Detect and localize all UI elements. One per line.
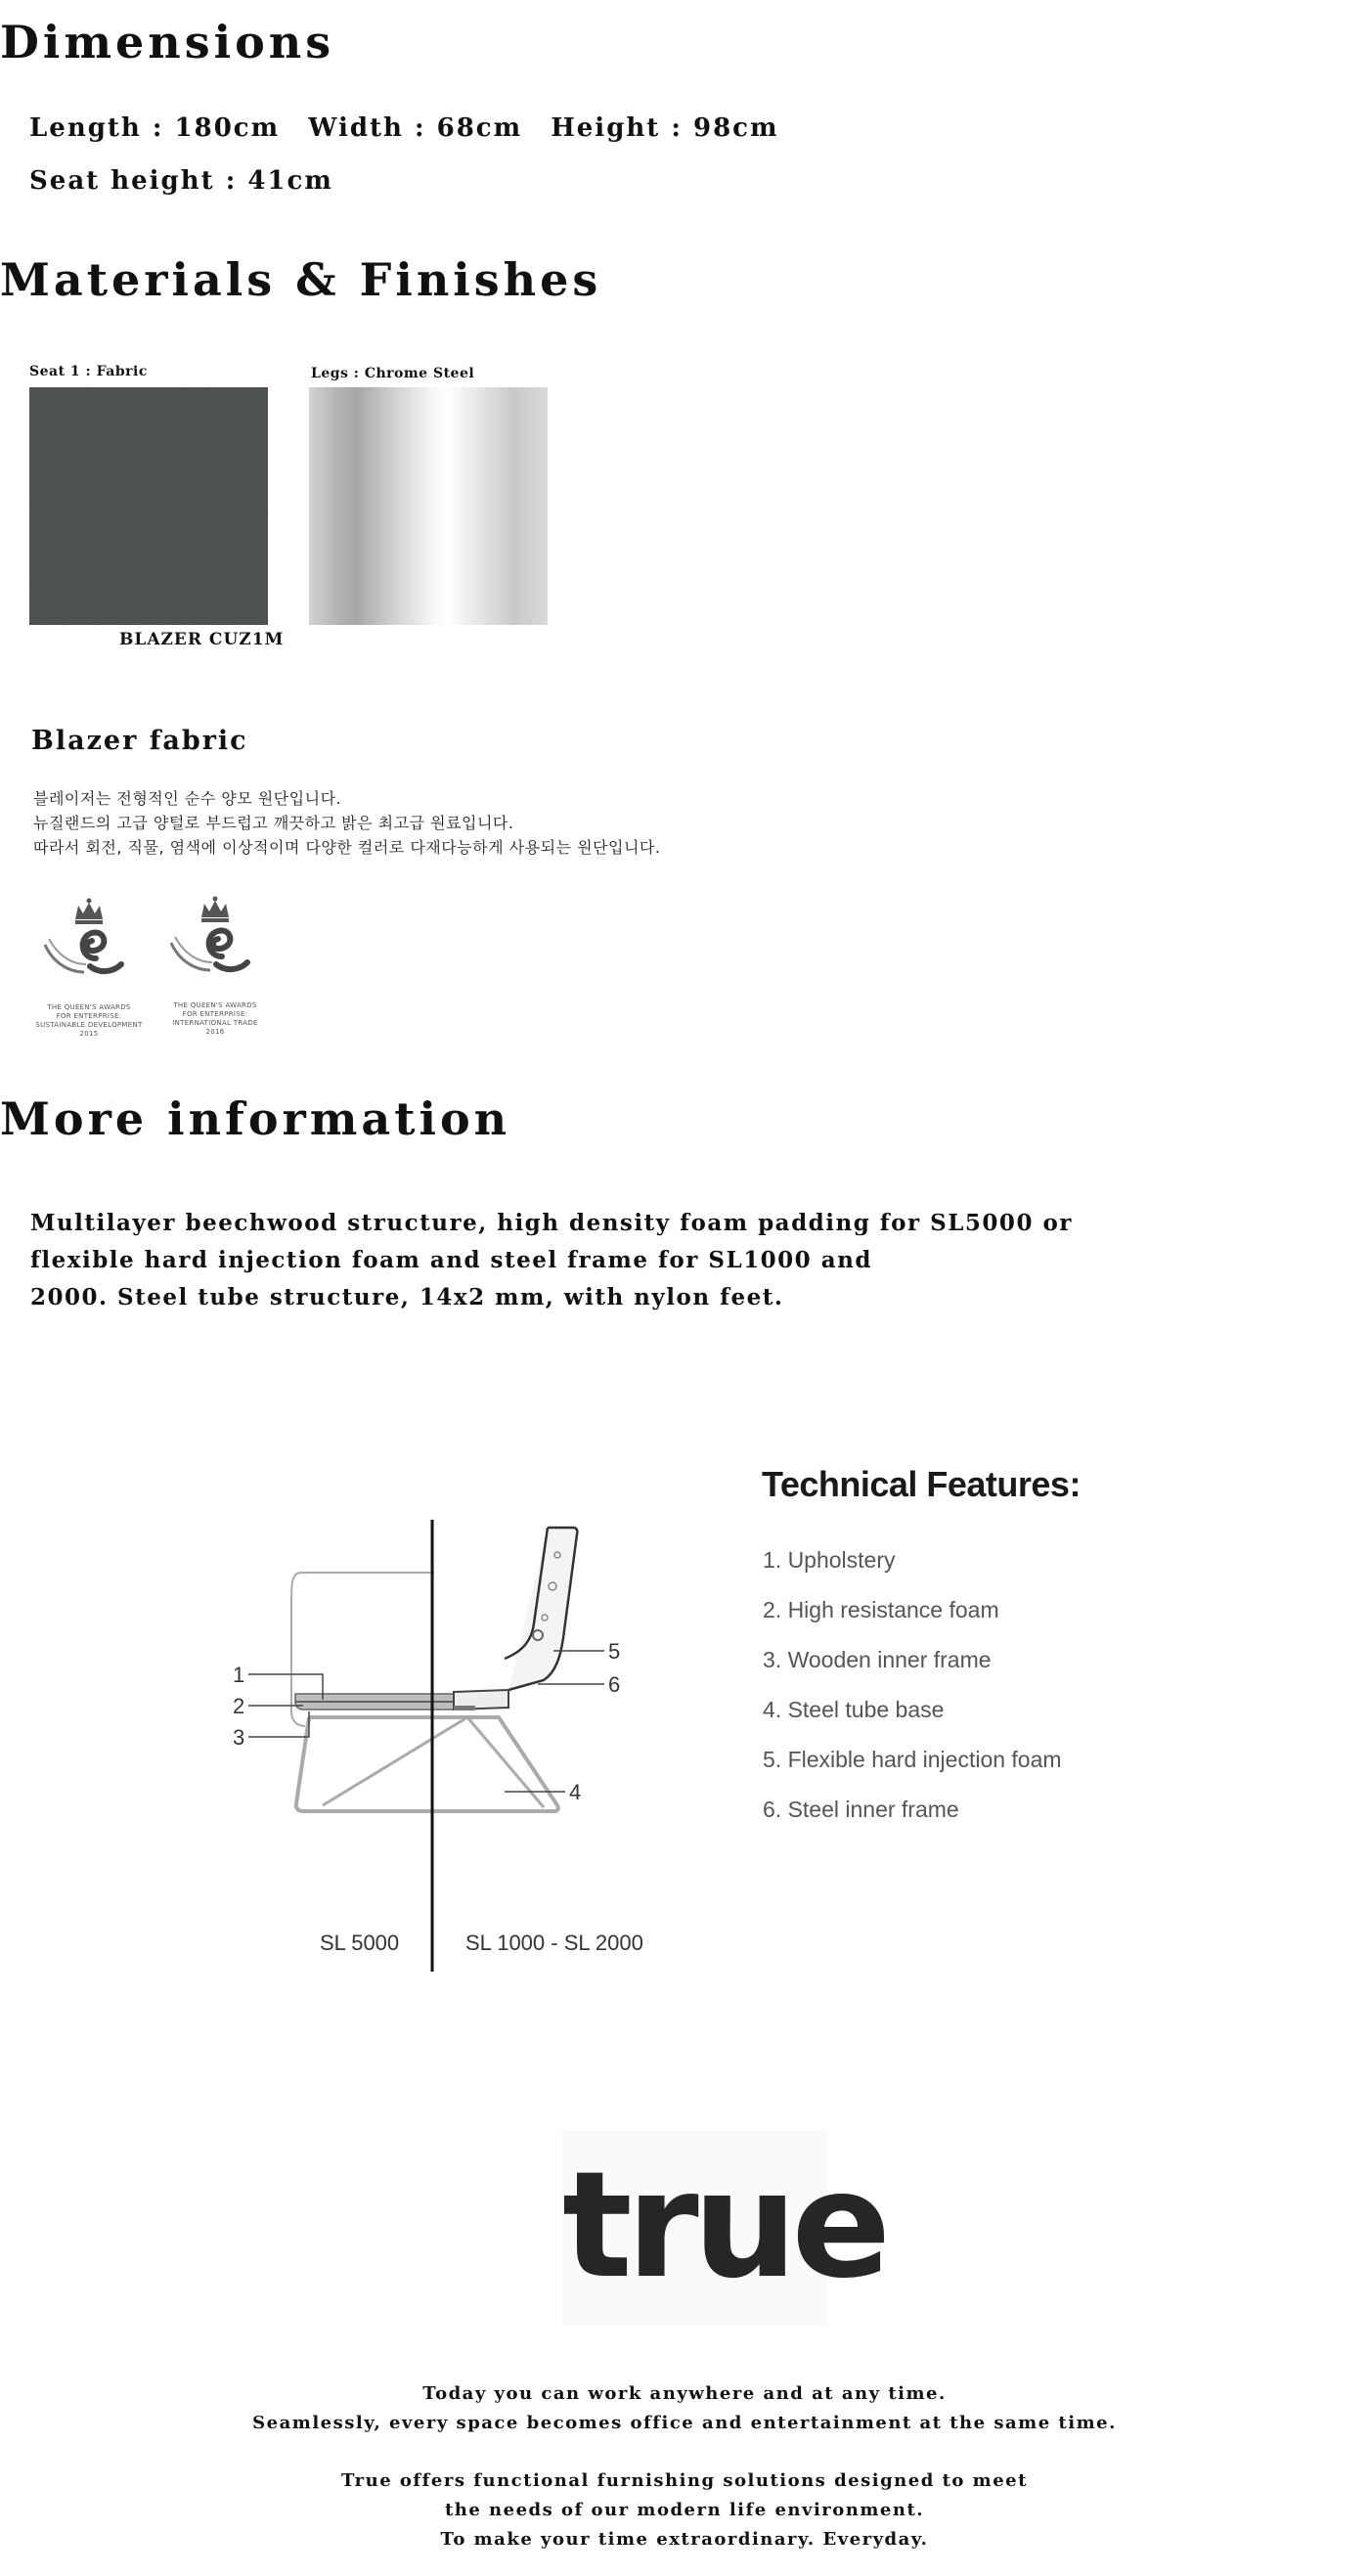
length-value: Length : 180cm bbox=[29, 113, 281, 143]
queens-award-badge-sustainable bbox=[35, 894, 143, 1039]
fabric-swatch bbox=[29, 387, 268, 625]
height-value: Height : 98cm bbox=[551, 113, 779, 143]
technical-feature-item: 2. High resistance foam bbox=[763, 1597, 999, 1622]
fabric-desc-line: 따라서 회전, 직물, 염색에 이상적이며 다양한 컬러로 다재다능하게 사용되는 원단입니다. bbox=[33, 838, 661, 857]
tagline-line: To make your time extraordinary. Everyday. bbox=[440, 2529, 929, 2550]
queens-award-badge-trade bbox=[161, 892, 269, 1037]
tagline-line: Today you can work anywhere and at any time. bbox=[422, 2383, 947, 2404]
technical-feature-item: 1. Upholstery bbox=[763, 1547, 896, 1573]
brand-logo-text: true bbox=[562, 2141, 886, 2311]
crown-e-icon bbox=[35, 894, 143, 999]
seat-swatch-label: Seat 1 : Fabric bbox=[29, 364, 148, 379]
fabric-desc-line: 블레이저는 전형적인 순수 양모 원단입니다. bbox=[33, 789, 342, 808]
fabric-desc-line: 뉴질랜드의 고급 양털로 부드럽고 깨끗하고 밝은 최고급 원료입니다. bbox=[33, 814, 514, 832]
award-caption-line: 2016 bbox=[205, 1028, 225, 1036]
materials-heading: Materials & Finishes bbox=[0, 253, 602, 306]
technical-feature-item: 3. Wooden inner frame bbox=[763, 1647, 992, 1672]
technical-feature-item: 4. Steel tube base bbox=[763, 1697, 945, 1722]
true-logo bbox=[562, 2130, 886, 2326]
seat-height-value: Seat height : 41cm bbox=[29, 166, 333, 196]
legs-swatch-label: Legs : Chrome Steel bbox=[311, 366, 475, 381]
award-caption-line: THE QUEEN'S AWARDS bbox=[173, 1001, 257, 1009]
diagram-label-1: 1 bbox=[233, 1663, 245, 1687]
technical-feature-item: 6. Steel inner frame bbox=[763, 1797, 959, 1822]
award-caption-line: FOR ENTERPRISE: bbox=[182, 1010, 248, 1018]
tagline-line: the needs of our modern life environment. bbox=[444, 2500, 925, 2520]
technical-features-title: Technical Features: bbox=[762, 1464, 1081, 1504]
tagline-line: Seamlessly, every space becomes office and entertainment at the same time. bbox=[252, 2413, 1117, 2433]
chair-cross-section-diagram bbox=[215, 1516, 675, 1976]
width-value: Width : 68cm bbox=[308, 113, 523, 143]
dimensions-heading: Dimensions bbox=[0, 16, 335, 68]
award-caption-line: 2015 bbox=[79, 1030, 99, 1038]
award-caption-line: SUSTAINABLE DEVELOPMENT bbox=[35, 1021, 143, 1029]
more-info-line: flexible hard injection foam and steel frame for SL1000 and bbox=[30, 1247, 872, 1273]
award-caption-line: THE QUEEN'S AWARDS bbox=[47, 1003, 131, 1011]
diagram-label-3: 3 bbox=[233, 1725, 245, 1750]
award-caption-line: INTERNATIONAL TRADE bbox=[172, 1019, 258, 1027]
crown-e-icon bbox=[161, 892, 269, 998]
more-info-line: 2000. Steel tube structure, 14x2 mm, with nylon feet. bbox=[30, 1284, 784, 1310]
diagram-label-2: 2 bbox=[233, 1694, 245, 1718]
technical-feature-item: 5. Flexible hard injection foam bbox=[763, 1747, 1062, 1772]
diagram-label-4: 4 bbox=[569, 1780, 582, 1804]
diagram-label-6: 6 bbox=[608, 1672, 621, 1697]
fabric-code: BLAZER CUZ1M bbox=[119, 630, 285, 649]
chrome-swatch bbox=[309, 387, 548, 625]
more-info-heading: More information bbox=[0, 1092, 511, 1145]
fabric-title: Blazer fabric bbox=[31, 726, 248, 756]
dimensions-line bbox=[29, 113, 797, 143]
diagram-label-sl1000-2000: SL 1000 - SL 2000 bbox=[465, 1931, 643, 1955]
tagline-line: True offers functional furnishing solutions designed to meet bbox=[341, 2470, 1028, 2491]
more-info-line: Multilayer beechwood structure, high density foam padding for SL5000 or bbox=[30, 1210, 1073, 1236]
award-caption-line: FOR ENTERPRISE: bbox=[56, 1012, 122, 1020]
diagram-label-sl5000: SL 5000 bbox=[320, 1931, 400, 1955]
diagram-label-5: 5 bbox=[608, 1639, 621, 1664]
